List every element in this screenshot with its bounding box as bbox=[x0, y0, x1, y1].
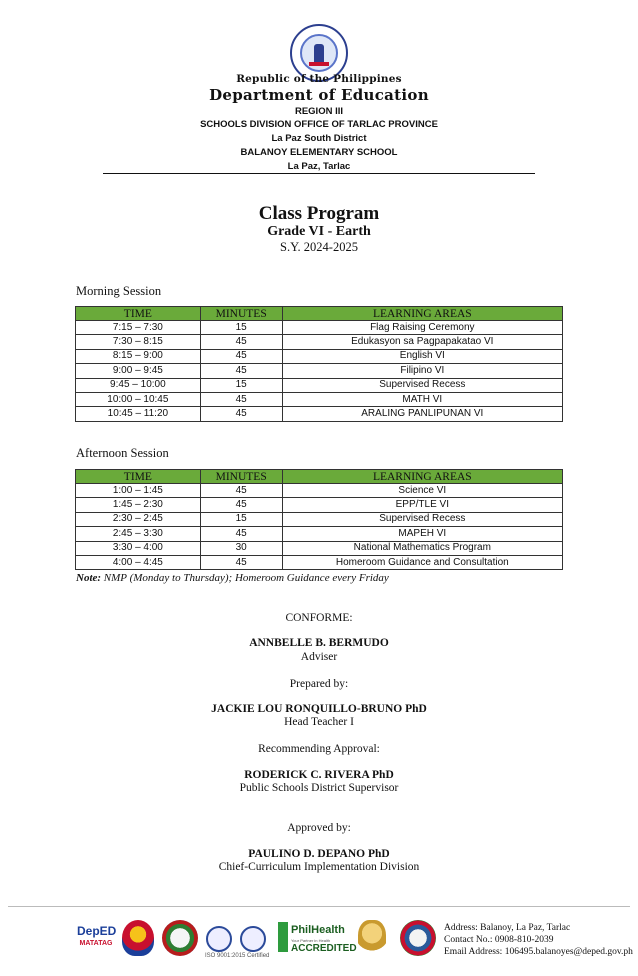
time-cell: 9:00 – 9:45 bbox=[76, 364, 201, 378]
philhealth-status: ACCREDITED bbox=[291, 943, 357, 954]
morning-schedule-table bbox=[75, 306, 563, 422]
area-cell: EPP/TLE VI bbox=[282, 498, 562, 512]
matatag-logo-text: MATATAG bbox=[79, 940, 113, 947]
table-row bbox=[76, 498, 563, 512]
minutes-cell: 30 bbox=[200, 541, 282, 555]
minutes-header: MINUTES bbox=[200, 470, 282, 484]
school-year: S.Y. 2024-2025 bbox=[280, 240, 358, 254]
afternoon-schedule-table bbox=[75, 469, 563, 570]
footer-email: Email Address: 106495.balanoyes@deped.gov.ph bbox=[444, 947, 633, 957]
time-cell: 1:00 – 1:45 bbox=[76, 484, 201, 498]
footer-contact: Contact No.: 0908-810-2039 bbox=[444, 935, 554, 945]
minutes-cell: 45 bbox=[200, 498, 282, 512]
area-cell: Filipino VI bbox=[282, 364, 562, 378]
time-cell: 3:30 – 4:00 bbox=[76, 541, 201, 555]
minutes-cell: 15 bbox=[200, 321, 282, 335]
area-cell: Supervised Recess bbox=[282, 378, 562, 392]
footer-divider bbox=[8, 906, 630, 907]
minutes-cell: 45 bbox=[200, 407, 282, 421]
district-line: La Paz South District bbox=[271, 133, 367, 144]
area-cell: Edukasyon sa Pagpapakatao VI bbox=[282, 335, 562, 349]
division-seal-logo bbox=[162, 920, 198, 956]
area-cell: National Mathematics Program bbox=[282, 541, 562, 555]
header-divider bbox=[103, 173, 535, 174]
approved-by-label: Approved by: bbox=[287, 822, 351, 834]
time-cell: 4:00 – 4:45 bbox=[76, 555, 201, 569]
philhealth-name: PhilHealth bbox=[291, 924, 345, 936]
iso-cert-logo-1 bbox=[206, 926, 232, 952]
time-cell: 2:45 – 3:30 bbox=[76, 527, 201, 541]
footer-address: Address: Balanoy, La Paz, Tarlac bbox=[444, 923, 571, 933]
approved-by-title: Chief-Curriculum Implementation Division bbox=[218, 861, 420, 873]
school-seal-logo bbox=[400, 920, 436, 956]
document-title: Class Program bbox=[258, 203, 380, 224]
note-label: Note: bbox=[76, 572, 102, 584]
time-cell: 1:45 – 2:30 bbox=[76, 498, 201, 512]
area-cell: Flag Raising Ceremony bbox=[282, 321, 562, 335]
table-row bbox=[76, 527, 563, 541]
time-cell: 8:15 – 9:00 bbox=[76, 349, 201, 363]
table-row bbox=[76, 321, 563, 335]
note-text: NMP (Monday to Thursday); Homeroom Guidance every Friday bbox=[103, 572, 389, 584]
minutes-cell: 45 bbox=[200, 555, 282, 569]
minutes-cell: 45 bbox=[200, 527, 282, 541]
adviser-name: ANNBELLE B. BERMUDO bbox=[249, 637, 389, 649]
minutes-cell: 45 bbox=[200, 349, 282, 363]
minutes-cell: 45 bbox=[200, 392, 282, 406]
time-cell: 9:45 – 10:00 bbox=[76, 378, 201, 392]
table-header-row bbox=[76, 307, 563, 321]
morning-session-label: Morning Session bbox=[76, 284, 162, 298]
table-row bbox=[76, 335, 563, 349]
table-row bbox=[76, 378, 563, 392]
area-cell: MAPEH VI bbox=[282, 527, 562, 541]
table-header-row bbox=[76, 470, 563, 484]
time-cell: 7:15 – 7:30 bbox=[76, 321, 201, 335]
table-row bbox=[76, 349, 563, 363]
recommending-label: Recommending Approval: bbox=[258, 743, 380, 755]
time-cell: 10:45 – 11:20 bbox=[76, 407, 201, 421]
table-row bbox=[76, 392, 563, 406]
table-row bbox=[76, 555, 563, 569]
minutes-cell: 45 bbox=[200, 484, 282, 498]
table-row bbox=[76, 512, 563, 526]
schedule-note bbox=[76, 572, 389, 584]
minutes-header: MINUTES bbox=[200, 307, 282, 321]
prepared-by-name: JACKIE LOU RONQUILLO-BRUNO PhD bbox=[211, 703, 427, 715]
table-row bbox=[76, 364, 563, 378]
minutes-cell: 15 bbox=[200, 512, 282, 526]
prepared-by-label: Prepared by: bbox=[289, 678, 349, 690]
table-row bbox=[76, 541, 563, 555]
minutes-cell: 15 bbox=[200, 378, 282, 392]
iso-label: ISO 9001:2015 Certified bbox=[205, 953, 270, 959]
minutes-cell: 45 bbox=[200, 335, 282, 349]
grade-section: Grade VI - Earth bbox=[267, 224, 371, 239]
area-cell: ARALING PANLIPUNAN VI bbox=[282, 407, 562, 421]
recommending-name: RODERICK C. RIVERA PhD bbox=[244, 769, 394, 781]
town-line: La Paz, Tarlac bbox=[287, 161, 351, 172]
area-cell: Science VI bbox=[282, 484, 562, 498]
time-cell: 2:30 – 2:45 bbox=[76, 512, 201, 526]
area-cell: English VI bbox=[282, 349, 562, 363]
philhealth-tagline: Your Partner in Health bbox=[291, 938, 331, 943]
republic-line: Republic of the Philippines bbox=[236, 73, 402, 85]
area-cell: Supervised Recess bbox=[282, 512, 562, 526]
area-cell: MATH VI bbox=[282, 392, 562, 406]
prime-hrm-logo bbox=[358, 920, 386, 958]
school-line: BALANOY ELEMENTARY SCHOOL bbox=[240, 147, 398, 158]
philhealth-logo bbox=[278, 920, 357, 956]
approved-by-name: PAULINO D. DEPANO PhD bbox=[248, 848, 390, 860]
table-row bbox=[76, 484, 563, 498]
bagong-pilipinas-logo bbox=[122, 920, 154, 956]
minutes-cell: 45 bbox=[200, 364, 282, 378]
prepared-by-title: Head Teacher I bbox=[284, 716, 354, 728]
iso-cert-logo-2 bbox=[240, 926, 266, 952]
time-header: TIME bbox=[76, 307, 201, 321]
afternoon-session-label: Afternoon Session bbox=[76, 446, 169, 460]
recommending-title: Public Schools District Supervisor bbox=[239, 782, 399, 794]
table-row bbox=[76, 407, 563, 421]
department-line: Department of Education bbox=[209, 86, 429, 104]
learning-areas-header: LEARNING AREAS bbox=[282, 470, 562, 484]
time-cell: 7:30 – 8:15 bbox=[76, 335, 201, 349]
adviser-title: Adviser bbox=[300, 651, 338, 663]
deped-logo-text: DepED bbox=[77, 924, 117, 938]
deped-matatag-logo bbox=[77, 920, 115, 960]
time-header: TIME bbox=[76, 470, 201, 484]
time-cell: 10:00 – 10:45 bbox=[76, 392, 201, 406]
division-line: SCHOOLS DIVISION OFFICE OF TARLAC PROVINCE bbox=[200, 119, 438, 130]
learning-areas-header: LEARNING AREAS bbox=[282, 307, 562, 321]
region-line: REGION III bbox=[294, 106, 344, 117]
conforme-label: CONFORME: bbox=[285, 612, 353, 624]
area-cell: Homeroom Guidance and Consultation bbox=[282, 555, 562, 569]
